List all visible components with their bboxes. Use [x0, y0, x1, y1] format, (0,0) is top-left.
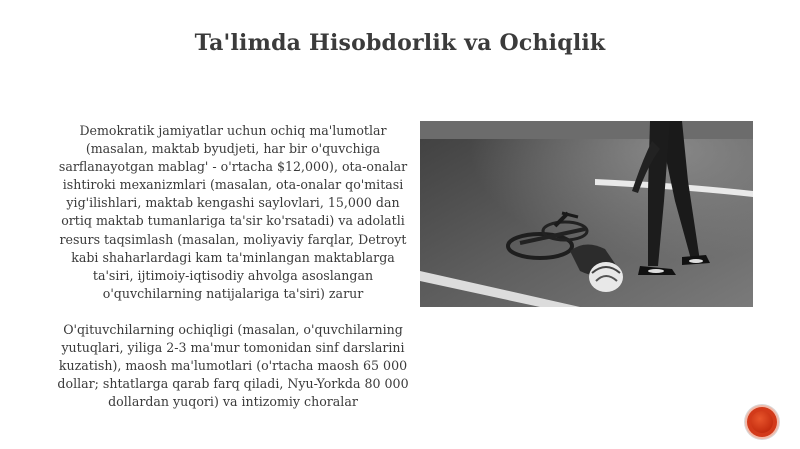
slide-photo [420, 121, 753, 307]
nav-button-icon [751, 411, 773, 433]
next-slide-button[interactable] [747, 407, 777, 437]
slide-body-text [52, 122, 414, 429]
body-paragraph-2: O'qituvchilarning ochiqligi (masalan, o'quvchilarning yutuqlari, yiliga 2-3 ma'mur tomonidan sinf darslarini kuzatish), maosh ma'lumotlari (o'rtacha maosh 65 000 dollar; shtatlarga qarab farq qiladi, Nyu-Yorkda 80 000 dollardan yuqori) va intizomiy choralar [57, 321, 409, 410]
slide-title: Ta'limda Hisobdorlik va Ochiqlik [194, 30, 606, 56]
body-paragraph-1: Demokratik jamiyatlar uchun ochiq ma'lumotlar (masalan, maktab byudjeti, har bir o'quvchiga sarflanayotgan mablag' - o'rtacha $12,000), ota-onalar ishtiroki mexanizmlari (masalan, ota-onalar qo'mitasi yig'ilishlari, maktab kengashi saylovlari, 15,000 dan ortiq maktab tumanlariga ta'sir ko'rsatadi) va adolatli resurs taqsimlash (masalan, moliyaviy farqlar, Detroyt kabi shaharlardagi kam ta'minlangan maktablarga ta'siri, ijtimoiy-iqtisodiy ahvolga asoslangan o'quvchilarning natijalariga ta'siri) zarur [58, 123, 408, 301]
